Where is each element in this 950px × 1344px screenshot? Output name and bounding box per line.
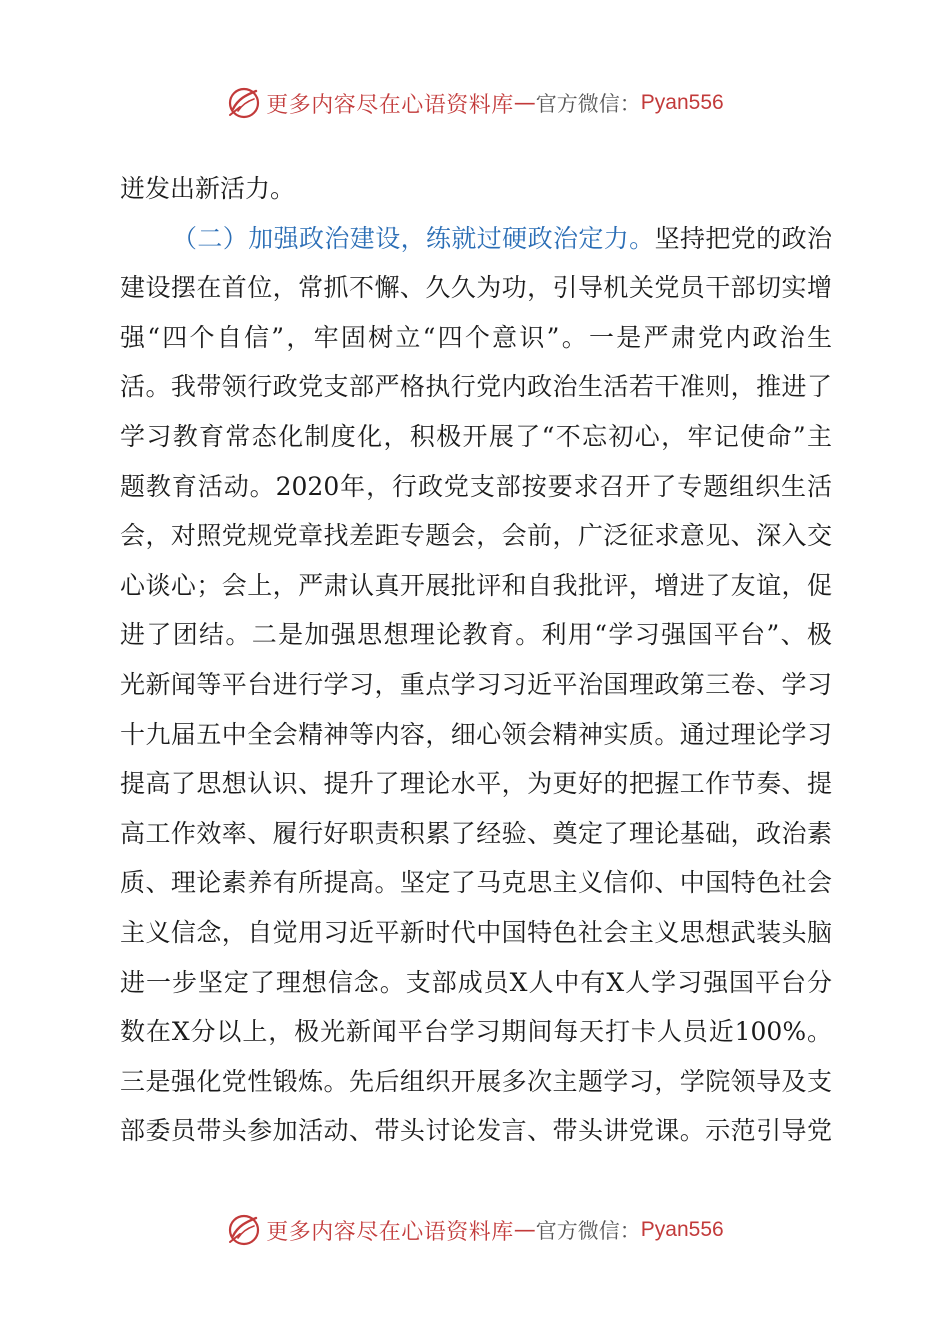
text-line: 题教育活动。2020年，行政党支部按要求召开了专题组织生活 [120,471,832,501]
section-heading: （二）加强政治建设，练就过硬政治定力。 [172,223,655,253]
section-heading-line [120,214,832,264]
text-line: 学习教育常态化制度化，积极开展了“不忘初心，牢记使命”主 [120,421,832,451]
brand-text: 更多内容尽在心语资料库 [266,92,514,118]
text-line: 强“四个自信”，牢固树立“四个意识”。一是严肃党内政治生 [120,322,832,352]
text-line: 活。我带领行政党支部严格执行党内政治生活若干准则，推进了 [120,372,832,402]
pen-signature-icon [226,85,262,121]
wechat-id: Pyan556 [640,91,724,114]
footer-banner [0,1205,950,1255]
text-line: 迸发出新活力。 [120,174,296,203]
brand-separator: — [513,1217,536,1243]
document-body [120,164,832,1156]
brand-separator: — [513,90,536,116]
text-line: 进了团结。二是加强思想理论教育。利用“学习强国平台”、极 [120,620,832,650]
text-line: 建设摆在首位，常抓不懈、久久为功，引导机关党员干部切实增 [120,273,832,303]
text-line: 质、理论素养有所提高。坚定了马克思主义信仰、中国特色社会 [120,868,832,898]
wechat-id: Pyan556 [640,1218,724,1241]
text-line: 数在X分以上，极光新闻平台学习期间每天打卡人员近100%。 [120,1017,832,1047]
text-line: 主义信念，自觉用习近平新时代中国特色社会主义思想武装头脑 [120,917,832,947]
text-line: 十九届五中全会精神等内容，细心领会精神实质。通过理论学习 [120,719,832,749]
heading-continuation: 坚持把党的政治 [654,223,832,253]
brand-text: 更多内容尽在心语资料库 [266,1219,514,1245]
text-line: 提高了思想认识、提升了理论水平，为更好的把握工作节奏、提 [120,769,832,799]
text-line: 心谈心；会上，严肃认真开展批评和自我批评，增进了友谊，促 [120,570,832,600]
wechat-label: 官方微信： [535,1219,641,1243]
text-line: 三是强化党性锻炼。先后组织开展多次主题学习，学院领导及支 [120,1066,832,1096]
header-banner [0,78,950,128]
wechat-label: 官方微信： [535,92,641,116]
text-line: 进一步坚定了理想信念。支部成员X人中有X人学习强国平台分 [120,967,832,997]
text-line: 高工作效率、履行好职责积累了经验、奠定了理论基础，政治素 [120,818,832,848]
text-line: 部委员带头参加活动、带头讨论发言、带头讲党课。示范引导党 [120,1116,832,1146]
pen-signature-icon [226,1212,262,1248]
text-line: 会，对照党规党章找差距专题会，会前，广泛征求意见、深入交 [120,521,832,551]
text-line: 光新闻等平台进行学习，重点学习习近平治国理政第三卷、学习 [120,669,832,699]
